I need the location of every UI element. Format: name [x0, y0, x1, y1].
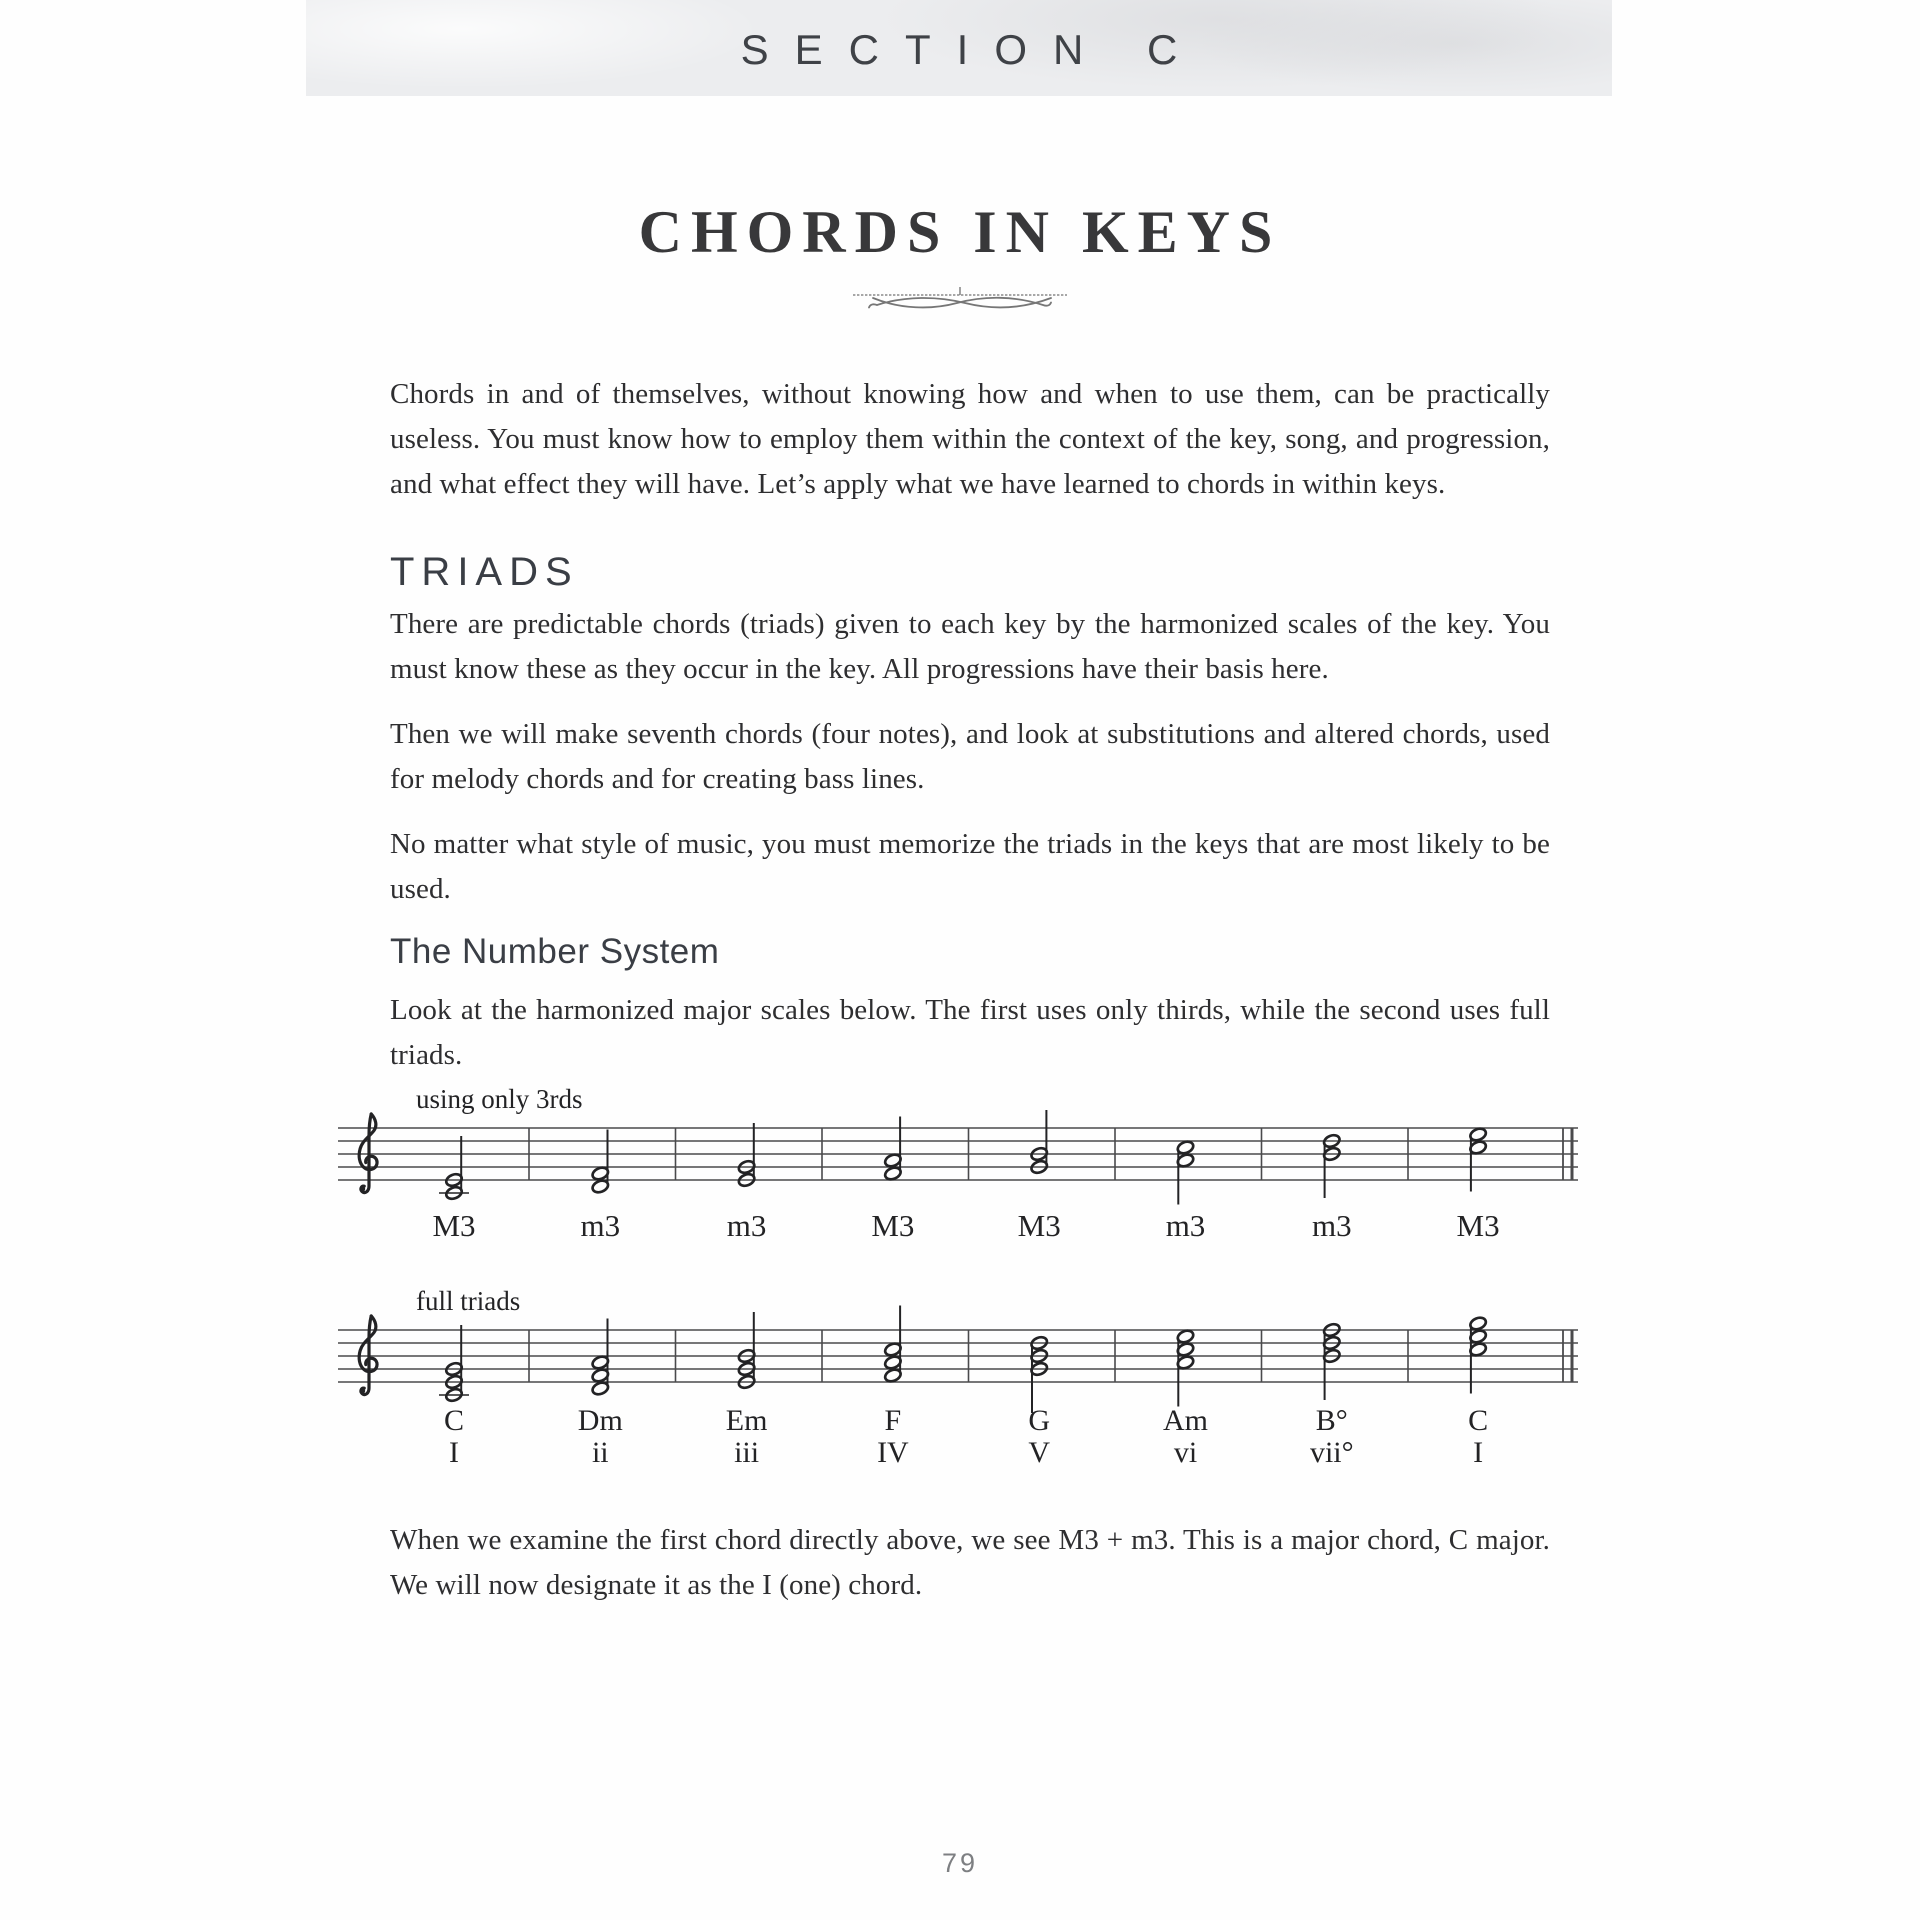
- interval-label: M3: [1017, 1208, 1061, 1243]
- chord-name-label: Am: [1163, 1404, 1208, 1437]
- chord-name-label: F: [884, 1404, 902, 1437]
- roman-numeral-label: vii°: [1309, 1436, 1354, 1469]
- staff-system-triads: [338, 1260, 1578, 1500]
- notehead: [591, 1381, 610, 1397]
- interval-label: m3: [580, 1208, 621, 1243]
- page-title: CHORDS IN KEYS: [638, 199, 1282, 265]
- chord-name-label: G: [1028, 1404, 1051, 1437]
- roman-numeral-label: iii: [734, 1436, 760, 1469]
- paragraph-triads-2: Then we will make seventh chords (four notes), and look at substitutions and altered chords, used for melody chords and for creating bass lines.: [390, 718, 1550, 795]
- roman-numeral-label: vi: [1173, 1436, 1198, 1469]
- roman-numeral-label: I: [449, 1436, 459, 1469]
- section-banner: [306, 0, 1612, 96]
- interval-label: m3: [1165, 1208, 1206, 1243]
- chord-name-label: C: [443, 1404, 465, 1437]
- notehead: [1469, 1316, 1488, 1332]
- treble-clef-icon: [359, 1316, 377, 1395]
- notehead: [1176, 1329, 1195, 1345]
- chord-name-label: Em: [725, 1404, 768, 1437]
- notehead: [591, 1179, 610, 1195]
- roman-numeral-label: V: [1028, 1436, 1051, 1469]
- roman-numeral-label: I: [1473, 1436, 1484, 1469]
- chord-name-label: C: [1468, 1404, 1489, 1437]
- paragraph-closing: When we examine the first chord directly above, we see M3 + m3. This is a major chord, C major. We will now designate it as the I (one) chord.: [390, 1524, 1550, 1601]
- staff-system-thirds: [338, 1058, 1578, 1268]
- paragraph-intro: Chords in and of themselves, without knowing how and when to use them, can be practically useless. You must know how to employ them within the context of the key, song, and progression, and what effect they will have. Let’s apply what we have learned to chords in within keys.: [390, 378, 1550, 500]
- interval-label: M3: [871, 1208, 915, 1243]
- notehead: [883, 1166, 902, 1182]
- interval-label: M3: [1456, 1208, 1500, 1243]
- interval-label: M3: [432, 1208, 476, 1243]
- divider-flourish-icon: [845, 286, 1075, 316]
- treble-clef-icon: [359, 1114, 377, 1193]
- page-number: 79: [941, 1848, 979, 1878]
- chord-name-label: Dm: [577, 1404, 623, 1437]
- section-banner-title: SECTION C: [740, 26, 1204, 73]
- chord-name-label: B°: [1315, 1404, 1348, 1437]
- heading-triads: TRIADS: [390, 550, 579, 594]
- interval-label: m3: [1311, 1208, 1352, 1243]
- roman-numeral-label: ii: [591, 1436, 609, 1469]
- heading-number-system: The Number System: [390, 932, 720, 971]
- interval-label: m3: [726, 1208, 767, 1243]
- notehead: [1469, 1127, 1488, 1143]
- paragraph-triads-3: No matter what style of music, you must memorize the triads in the keys that are most likely to be used.: [390, 828, 1550, 905]
- notehead: [883, 1368, 902, 1384]
- roman-numeral-label: IV: [877, 1436, 909, 1469]
- staff-caption: full triads: [416, 1286, 521, 1316]
- paragraph-number-system: Look at the harmonized major scales below. The first uses only thirds, while the second uses full triads.: [390, 994, 1550, 1071]
- staff-caption: using only 3rds: [416, 1084, 583, 1114]
- notehead: [1176, 1140, 1195, 1156]
- paragraph-triads-1: There are predictable chords (triads) given to each key by the harmonized scales of the key. You must know these as they occur in the key. All progressions have their basis here.: [390, 608, 1550, 685]
